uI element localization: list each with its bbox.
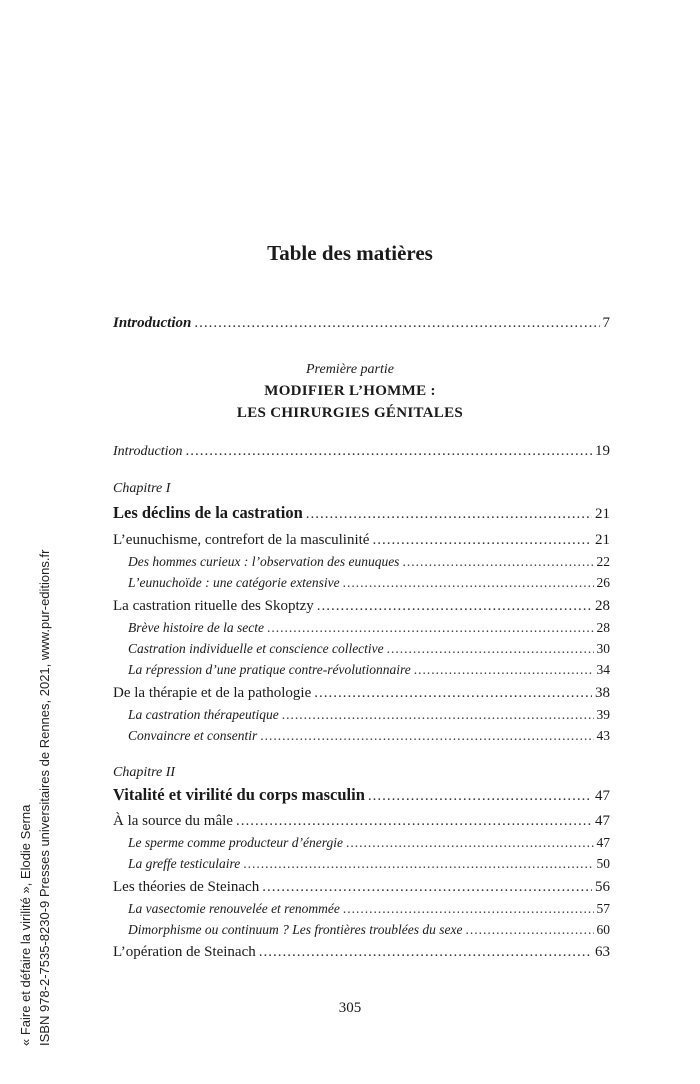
- toc-entry-page: 47: [595, 813, 610, 829]
- toc-subsection[interactable]: [128, 573, 610, 593]
- toc-entry-page: 26: [596, 575, 610, 590]
- leader-dots: [402, 552, 593, 572]
- toc-entry-page: 30: [596, 641, 610, 656]
- toc-entry-page: 28: [595, 598, 610, 614]
- toc-entry-part-introduction[interactable]: [113, 441, 610, 462]
- toc-entry-page: 56: [595, 879, 610, 895]
- toc-chapter-title[interactable]: [113, 503, 610, 524]
- sidebar-line-2: ISBN 978-2-7535-8230-9 Presses universitaires de Rennes, 2021, www.pur-editions.fr: [37, 549, 52, 1046]
- leader-dots: [262, 877, 592, 897]
- toc-entry-page: 28: [596, 620, 610, 635]
- leader-dots: [387, 639, 594, 659]
- toc-entry-label: L’eunuchoïde : une catégorie extensive: [128, 575, 340, 590]
- toc-subsection[interactable]: [128, 705, 610, 725]
- toc-subsection[interactable]: [128, 552, 610, 572]
- toc-subsection[interactable]: [128, 920, 610, 940]
- sidebar-line-1: « Faire et défaire la virilité », Elodie Serna: [18, 804, 33, 1046]
- toc-subsection[interactable]: [128, 618, 610, 638]
- toc-entry-page: 47: [596, 835, 610, 850]
- leader-dots: [260, 726, 593, 746]
- toc-entry-page: 63: [595, 944, 610, 960]
- leader-dots: [317, 596, 592, 616]
- page-title: Table des matières: [267, 241, 433, 265]
- toc-entry-introduction[interactable]: [113, 313, 610, 333]
- toc-entry-page: 43: [596, 728, 610, 743]
- toc-entry-label: Introduction: [113, 315, 192, 331]
- toc-entry-label: Les déclins de la castration: [113, 503, 303, 522]
- toc-entry-label: Convaincre et consentir: [128, 728, 258, 743]
- toc-section[interactable]: [113, 942, 610, 962]
- toc-subsection[interactable]: [128, 854, 610, 874]
- toc-entry-label: L’opération de Steinach: [113, 944, 256, 960]
- leader-dots: [243, 854, 593, 874]
- toc-entry-page: 57: [596, 901, 610, 916]
- leader-dots: [372, 530, 592, 550]
- leader-dots: [236, 811, 592, 831]
- leader-dots: [343, 899, 594, 919]
- leader-dots: [185, 441, 592, 461]
- toc-entry-label: De la thérapie et de la pathologie: [113, 685, 312, 701]
- toc-subsection[interactable]: [128, 660, 610, 680]
- toc-entry-page: 7: [602, 315, 610, 331]
- toc-subsection[interactable]: [128, 899, 610, 919]
- toc-entry-label: Les théories de Steinach: [113, 879, 260, 895]
- leader-dots: [465, 920, 593, 940]
- toc-subsection[interactable]: [128, 639, 610, 659]
- toc-section[interactable]: [113, 683, 610, 703]
- toc-entry-page: 19: [595, 443, 610, 459]
- toc-entry-label: La greffe testiculaire: [128, 856, 241, 871]
- leader-dots: [314, 683, 592, 703]
- leader-dots: [343, 573, 594, 593]
- leader-dots: [282, 705, 594, 725]
- toc-entry-page: 34: [596, 662, 610, 677]
- leader-dots: [368, 786, 592, 806]
- toc-entry-label: La vasectomie renouvelée et renommée: [128, 901, 340, 916]
- toc-entry-label: La castration rituelle des Skoptzy: [113, 598, 314, 614]
- toc-entry-page: 21: [595, 506, 610, 522]
- page-number: 305: [338, 1000, 362, 1016]
- toc-entry-label: L’eunuchisme, contrefort de la masculinité: [113, 532, 370, 548]
- toc-section[interactable]: [113, 530, 610, 550]
- part-title-line-2: LES CHIRURGIES GÉNITALES: [236, 405, 464, 421]
- toc-subsection[interactable]: [128, 833, 610, 853]
- toc-entry-label: Des hommes curieux : l’observation des eunuques: [128, 554, 400, 569]
- chapter-label: Chapitre II: [113, 765, 176, 780]
- toc-entry-label: À la source du mâle: [113, 813, 233, 829]
- leader-dots: [194, 313, 599, 333]
- toc-entry-page: 21: [595, 532, 610, 548]
- toc-chapter-title[interactable]: [113, 785, 610, 806]
- toc-entry-page: 39: [596, 707, 610, 722]
- toc-section[interactable]: [113, 811, 610, 831]
- toc-entry-label: Vitalité et virilité du corps masculin: [113, 785, 365, 804]
- toc-entry-page: 22: [596, 554, 610, 569]
- toc-section[interactable]: [113, 877, 610, 897]
- toc-entry-page: 50: [596, 856, 610, 871]
- part-label: Première partie: [306, 362, 394, 377]
- toc-entry-page: 60: [596, 922, 610, 937]
- toc-entry-label: Brève histoire de la secte: [128, 620, 264, 635]
- leader-dots: [259, 942, 592, 962]
- copyright-sidebar: [16, 486, 56, 1046]
- toc-entry-label: Castration individuelle et conscience collective: [128, 641, 384, 656]
- toc-subsection[interactable]: [128, 726, 610, 746]
- toc-entry-label: Introduction: [113, 444, 183, 459]
- toc-entry-label: La castration thérapeutique: [128, 707, 279, 722]
- leader-dots: [414, 660, 594, 680]
- part-title-line-1: MODIFIER L’HOMME :: [264, 383, 436, 399]
- toc-section[interactable]: [113, 596, 610, 616]
- chapter-label: Chapitre I: [113, 481, 171, 496]
- toc-entry-page: 47: [595, 788, 610, 804]
- leader-dots: [306, 504, 592, 524]
- toc-entry-label: La répression d’une pratique contre-révolutionnaire: [128, 662, 411, 677]
- leader-dots: [267, 618, 594, 638]
- toc-entry-page: 38: [595, 685, 610, 701]
- leader-dots: [346, 833, 594, 853]
- toc-entry-label: Le sperme comme producteur d’énergie: [128, 835, 343, 850]
- toc-entry-label: Dimorphisme ou continuum ? Les frontières troublées du sexe: [128, 922, 463, 937]
